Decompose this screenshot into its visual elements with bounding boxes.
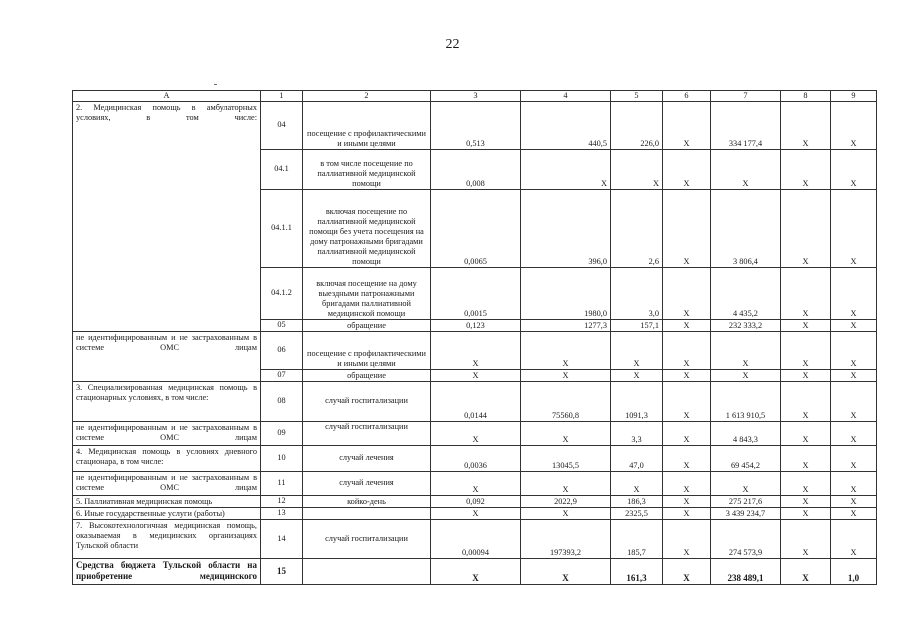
value-cell: 75560,8	[521, 381, 611, 421]
header-cell: 3	[431, 91, 521, 102]
row-unit: случай госпитализации	[303, 519, 431, 558]
value-cell: Х	[663, 149, 711, 189]
row-unit: включая посещение на дому выездными патронажными бригадами паллиативной медицинской помощи	[303, 267, 431, 319]
row-unit: случай лечения	[303, 471, 431, 495]
value-cell: 238 489,1	[711, 558, 781, 584]
value-cell: 3,3	[611, 421, 663, 445]
value-cell: Х	[431, 331, 521, 369]
row-code: 04	[261, 101, 303, 149]
value-cell: 1980,0	[521, 267, 611, 319]
row-code: 08	[261, 381, 303, 421]
value-cell: Х	[431, 421, 521, 445]
page-number: 22	[445, 37, 460, 52]
row-unit: случай лечения	[303, 445, 431, 471]
row-name: не идентифицированным и не застрахованным в системе ОМС лицам	[73, 471, 261, 495]
table-row	[73, 445, 877, 471]
value-cell: Х	[831, 319, 877, 331]
value-cell: Х	[781, 519, 831, 558]
value-cell: 69 454,2	[711, 445, 781, 471]
value-cell: Х	[663, 495, 711, 507]
table-row	[73, 421, 877, 445]
header-cell: 2	[303, 91, 431, 102]
value-cell: Х	[663, 507, 711, 519]
value-cell: 161,3	[611, 558, 663, 584]
value-cell: Х	[521, 421, 611, 445]
value-cell: Х	[711, 369, 781, 381]
value-cell: Х	[831, 519, 877, 558]
value-cell: 3 806,4	[711, 189, 781, 267]
table-row	[73, 331, 877, 369]
value-cell: Х	[781, 189, 831, 267]
value-cell: 47,0	[611, 445, 663, 471]
row-code: 05	[261, 319, 303, 331]
row-name: 5. Паллиативная медицинская помощь	[73, 495, 261, 507]
value-cell: Х	[663, 381, 711, 421]
value-cell: Х	[711, 331, 781, 369]
value-cell: 396,0	[521, 189, 611, 267]
value-cell: 3 439 234,7	[711, 507, 781, 519]
row-unit: случай госпитализации	[303, 381, 431, 421]
value-cell: 1091,3	[611, 381, 663, 421]
value-cell: Х	[781, 331, 831, 369]
value-cell: Х	[781, 495, 831, 507]
value-cell: Х	[431, 558, 521, 584]
value-cell: 334 177,4	[711, 101, 781, 149]
table-row	[73, 507, 877, 519]
value-cell: Х	[611, 331, 663, 369]
row-name: Средства бюджета Тульской области на приобретение медицинского	[73, 558, 261, 584]
row-code: 09	[261, 421, 303, 445]
value-cell: Х	[831, 149, 877, 189]
value-cell: Х	[663, 421, 711, 445]
value-cell: Х	[831, 445, 877, 471]
value-cell: 0,00094	[431, 519, 521, 558]
value-cell: Х	[711, 149, 781, 189]
value-cell: Х	[611, 149, 663, 189]
header-cell: А	[73, 91, 261, 102]
value-cell: Х	[831, 267, 877, 319]
table-row	[73, 558, 877, 584]
table-row	[73, 101, 877, 149]
value-cell: Х	[663, 519, 711, 558]
value-cell: Х	[781, 421, 831, 445]
value-cell: 13045,5	[521, 445, 611, 471]
row-unit: в том числе посещение по паллиативной медицинской помощи	[303, 149, 431, 189]
value-cell: 274 573,9	[711, 519, 781, 558]
value-cell: Х	[781, 558, 831, 584]
row-unit: койко-день	[303, 495, 431, 507]
header-cell: 1	[261, 91, 303, 102]
value-cell: 0,0144	[431, 381, 521, 421]
value-cell: Х	[781, 471, 831, 495]
row-code: 12	[261, 495, 303, 507]
value-cell: Х	[663, 558, 711, 584]
value-cell: Х	[781, 369, 831, 381]
value-cell: Х	[611, 471, 663, 495]
value-cell: Х	[431, 471, 521, 495]
value-cell: 186,3	[611, 495, 663, 507]
value-cell: Х	[831, 471, 877, 495]
value-cell: 0,008	[431, 149, 521, 189]
value-cell: Х	[663, 319, 711, 331]
value-cell: Х	[521, 558, 611, 584]
value-cell: 4 843,3	[711, 421, 781, 445]
row-code: 04.1	[261, 149, 303, 189]
row-code: 04.1.2	[261, 267, 303, 319]
header-cell: 4	[521, 91, 611, 102]
row-name: 3. Специализированная медицинская помощь в стационарных условиях, в том числе:	[73, 381, 261, 421]
value-cell: Х	[781, 507, 831, 519]
row-unit: включая посещение по паллиативной медицинской помощи без учета посещения на дому патронажными бригадами паллиативной медицинской помощи	[303, 189, 431, 267]
value-cell: 0,0065	[431, 189, 521, 267]
row-code: 15	[261, 558, 303, 584]
value-cell: 2022,9	[521, 495, 611, 507]
value-cell: 1 613 910,5	[711, 381, 781, 421]
row-unit: посещение с профилактическими и иными целями	[303, 331, 431, 369]
value-cell: 275 217,6	[711, 495, 781, 507]
row-name: 6. Иные государственные услуги (работы)	[73, 507, 261, 519]
header-cell: 9	[831, 91, 877, 102]
row-name: 4. Медицинская помощь в условиях дневного стационара, в том числе:	[73, 445, 261, 471]
value-cell: Х	[831, 101, 877, 149]
value-cell: Х	[663, 369, 711, 381]
value-cell: Х	[781, 267, 831, 319]
value-cell: Х	[521, 369, 611, 381]
value-cell: 157,1	[611, 319, 663, 331]
value-cell: Х	[831, 369, 877, 381]
row-code: 11	[261, 471, 303, 495]
row-name: не идентифицированным и не застрахованным в системе ОМС лицам	[73, 331, 261, 381]
value-cell: Х	[663, 445, 711, 471]
value-cell: Х	[831, 331, 877, 369]
value-cell: 185,7	[611, 519, 663, 558]
value-cell: Х	[521, 149, 611, 189]
value-cell: 0,0015	[431, 267, 521, 319]
value-cell: Х	[663, 267, 711, 319]
row-code: 14	[261, 519, 303, 558]
header-cell: 8	[781, 91, 831, 102]
header-cell: 6	[663, 91, 711, 102]
row-unit	[303, 507, 431, 519]
row-code: 04.1.1	[261, 189, 303, 267]
value-cell: Х	[831, 507, 877, 519]
value-cell: Х	[521, 331, 611, 369]
value-cell: Х	[431, 507, 521, 519]
value-cell: Х	[663, 101, 711, 149]
row-code: 07	[261, 369, 303, 381]
budget-table	[72, 90, 877, 585]
value-cell: 1,0	[831, 558, 877, 584]
row-unit: обращение	[303, 369, 431, 381]
value-cell: 197393,2	[521, 519, 611, 558]
value-cell: Х	[663, 331, 711, 369]
value-cell: 2,6	[611, 189, 663, 267]
value-cell: 232 333,2	[711, 319, 781, 331]
value-cell: 4 435,2	[711, 267, 781, 319]
value-cell: Х	[781, 381, 831, 421]
header-cell: 5	[611, 91, 663, 102]
value-cell: Х	[521, 507, 611, 519]
value-cell: Х	[831, 189, 877, 267]
value-cell: 0,092	[431, 495, 521, 507]
value-cell: Х	[831, 381, 877, 421]
value-cell: Х	[663, 189, 711, 267]
table-row	[73, 495, 877, 507]
value-cell: Х	[521, 471, 611, 495]
value-cell: Х	[663, 471, 711, 495]
row-code: 13	[261, 507, 303, 519]
header-row	[73, 91, 877, 102]
value-cell: Х	[781, 319, 831, 331]
value-cell: 1277,3	[521, 319, 611, 331]
row-name: не идентифицированным и не застрахованным в системе ОМС лицам	[73, 421, 261, 445]
table-row	[73, 471, 877, 495]
row-unit: обращение	[303, 319, 431, 331]
value-cell: Х	[781, 445, 831, 471]
row-unit: случай госпитализации	[303, 421, 431, 445]
value-cell: Х	[781, 149, 831, 189]
value-cell: 3,0	[611, 267, 663, 319]
value-cell: Х	[611, 369, 663, 381]
row-code: 10	[261, 445, 303, 471]
value-cell: Х	[831, 421, 877, 445]
row-name: 2. Медицинская помощь в амбулаторных условиях, в том числе:	[73, 101, 261, 331]
value-cell: Х	[781, 101, 831, 149]
value-cell: Х	[831, 495, 877, 507]
value-cell: 0,0036	[431, 445, 521, 471]
row-name: 7. Высокотехнологичная медицинская помощь, оказываемая в медицинских организациях Тульской области	[73, 519, 261, 558]
value-cell: Х	[431, 369, 521, 381]
row-code: 06	[261, 331, 303, 369]
value-cell: 440,5	[521, 101, 611, 149]
scan-mark	[214, 84, 217, 85]
table-row	[73, 381, 877, 421]
row-unit: посещение с профилактическими и иными целями	[303, 101, 431, 149]
value-cell: 0,513	[431, 101, 521, 149]
value-cell: 0,123	[431, 319, 521, 331]
table-row	[73, 519, 877, 558]
row-unit	[303, 558, 431, 584]
value-cell: 226,0	[611, 101, 663, 149]
value-cell: 2325,5	[611, 507, 663, 519]
header-cell: 7	[711, 91, 781, 102]
value-cell: Х	[711, 471, 781, 495]
